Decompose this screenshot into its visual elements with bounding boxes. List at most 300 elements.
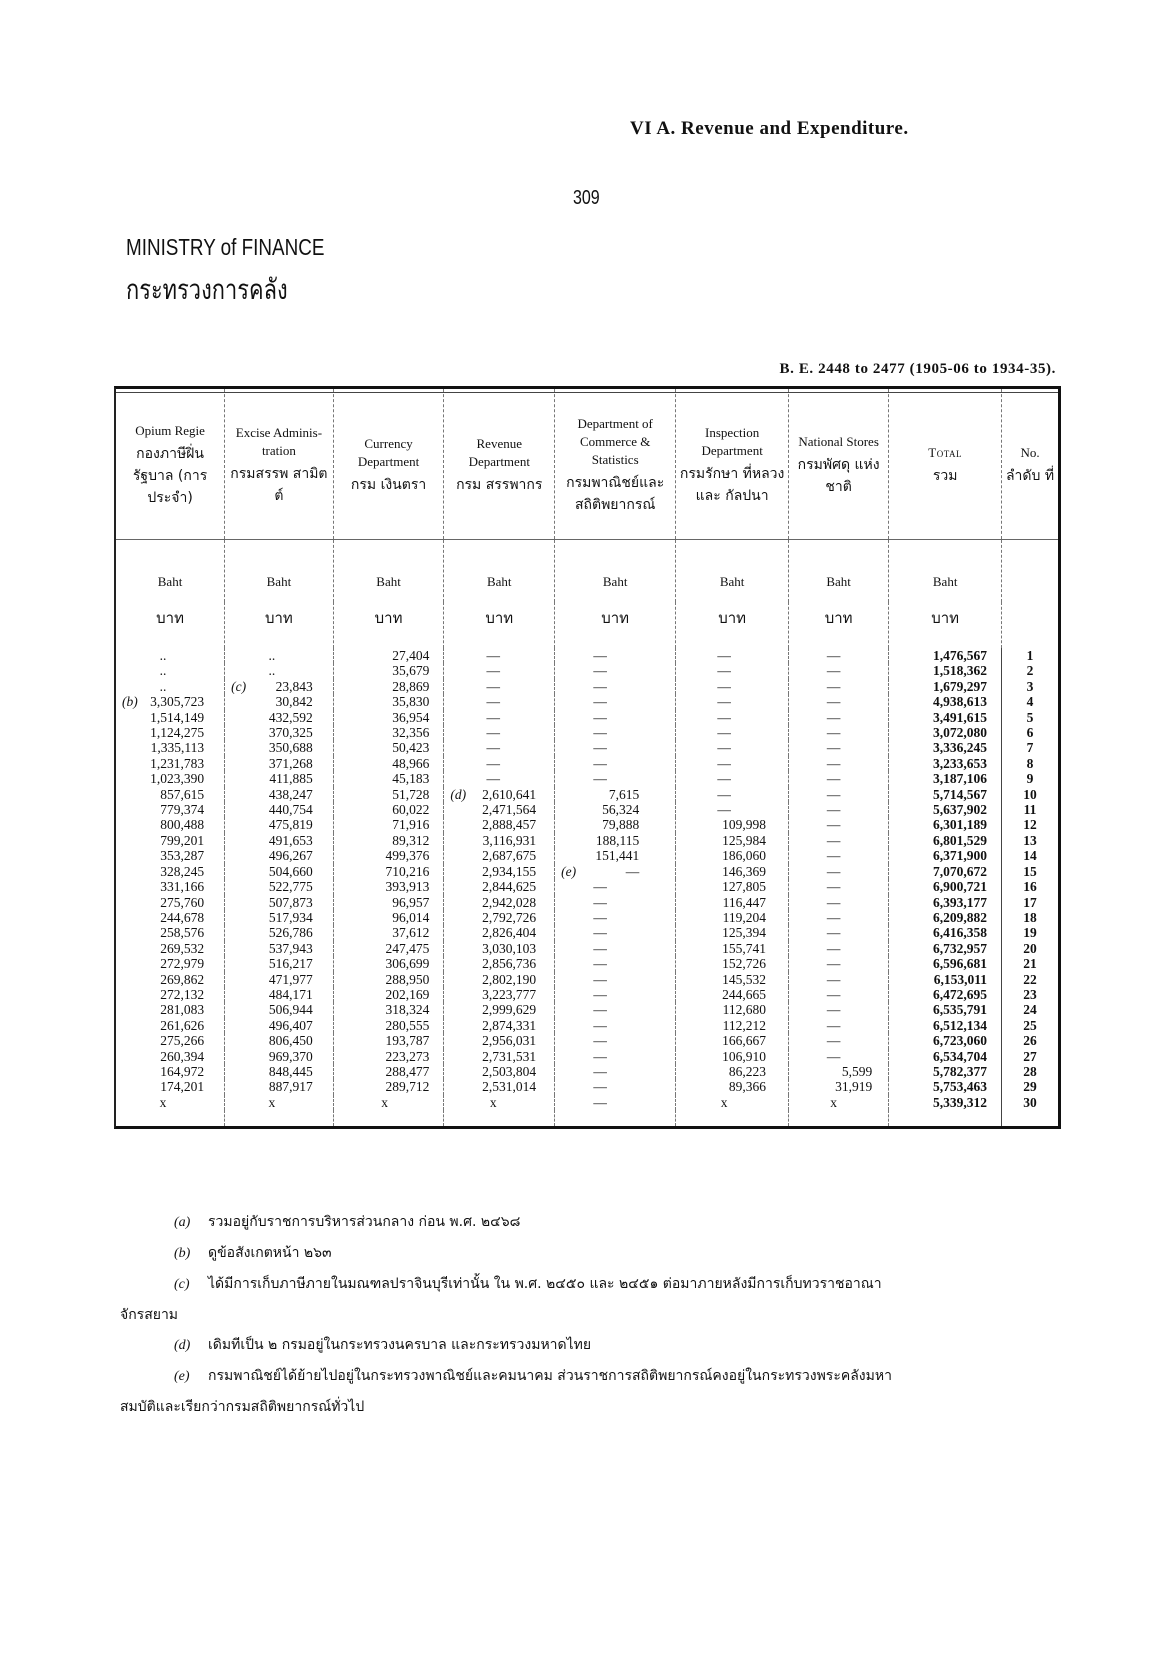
cell-value: 112,680 xyxy=(722,1002,767,1018)
cell-commerce xyxy=(555,740,676,755)
cell-value: 517,934 xyxy=(268,909,313,925)
cell-value: 2,471,564 xyxy=(482,802,537,818)
table-row xyxy=(116,694,1058,709)
table-row xyxy=(116,1049,1058,1064)
cell-revenue xyxy=(444,879,555,894)
footnote xyxy=(110,1330,1070,1361)
cell-row-number xyxy=(1002,864,1058,879)
cell-revenue xyxy=(444,1033,555,1048)
cell-value: x xyxy=(381,1094,388,1110)
table-row xyxy=(116,941,1058,956)
cell-currency xyxy=(333,1002,444,1017)
cell-excise xyxy=(225,895,334,910)
cell-value: — xyxy=(826,802,841,818)
col-header-currency xyxy=(333,389,444,540)
cell-value: — xyxy=(826,1002,841,1018)
cell-opium-regie xyxy=(116,910,225,925)
cell-revenue xyxy=(444,925,555,940)
cell-row-number xyxy=(1002,787,1058,802)
cell-value: 484,171 xyxy=(268,986,313,1002)
cell-opium-regie xyxy=(116,1095,225,1110)
cell-value: 89,366 xyxy=(728,1079,767,1095)
cell-excise xyxy=(225,787,334,802)
col-header-en: Excise Adminis- tration xyxy=(235,424,323,458)
col-header-revenue xyxy=(444,389,555,540)
cell-excise xyxy=(225,648,334,663)
cell-value: — xyxy=(717,740,731,756)
cell-commerce xyxy=(555,694,676,709)
cell-value: — xyxy=(593,1017,607,1033)
cell-opium-regie xyxy=(116,802,225,817)
cell-value: 50,423 xyxy=(392,740,430,756)
cell-value: 1,518,362 xyxy=(933,663,988,679)
cell-total xyxy=(889,663,1002,678)
cell-value: — xyxy=(486,771,500,787)
cell-inspection xyxy=(676,787,789,802)
cell-currency xyxy=(333,756,444,771)
cell-opium-regie xyxy=(116,817,225,832)
cell-value: 6,371,900 xyxy=(933,848,988,864)
cell-commerce xyxy=(555,833,676,848)
cell-opium-regie xyxy=(116,771,225,786)
cell-currency xyxy=(333,679,444,694)
cell-commerce xyxy=(555,972,676,987)
cell-opium-regie xyxy=(116,710,225,725)
cell-excise xyxy=(225,956,334,971)
cell-value: 145,532 xyxy=(722,971,767,987)
cell-value: 6,535,791 xyxy=(933,1002,988,1018)
cell-commerce xyxy=(555,864,676,879)
cell-value: 28 xyxy=(1023,1063,1037,1079)
cell-national-stores xyxy=(789,679,889,694)
ministry-title-th: กระทรวงการคลัง xyxy=(126,273,288,306)
cell-row-number xyxy=(1002,848,1058,863)
cell-value: 471,977 xyxy=(268,971,313,987)
col-header-total xyxy=(889,389,1002,540)
cell-value: 5,714,567 xyxy=(933,786,988,802)
cell-value: 3,030,103 xyxy=(482,940,537,956)
cell-value: — xyxy=(593,986,607,1002)
cell-commerce xyxy=(555,1002,676,1017)
cell-opium-regie xyxy=(116,895,225,910)
cell-currency xyxy=(333,648,444,663)
cell-value: 281,083 xyxy=(160,1002,205,1018)
cell-value: 1,514,149 xyxy=(150,709,205,725)
cell-value: 2,826,404 xyxy=(482,925,537,941)
cell-row-number xyxy=(1002,987,1058,1002)
cell-value: 411,885 xyxy=(269,771,313,787)
cell-revenue xyxy=(444,864,555,879)
footnote-text: รวมอยู่กับราชการบริหารส่วนกลาง ก่อน พ.ศ. ๒๔๖๘ xyxy=(208,1214,521,1230)
cell-value: 32,356 xyxy=(392,725,430,741)
cell-excise xyxy=(225,987,334,1002)
cell-value: 151,441 xyxy=(595,848,640,864)
cell-row-number xyxy=(1002,972,1058,987)
cell-value: 48,966 xyxy=(392,755,430,771)
cell-value: 5,339,312 xyxy=(933,1094,988,1110)
cell-national-stores xyxy=(789,648,889,663)
cell-excise xyxy=(225,817,334,832)
cell-opium-regie xyxy=(116,1079,225,1094)
cell-value: 269,862 xyxy=(160,971,205,987)
cell-value: 11 xyxy=(1023,802,1037,818)
table-row xyxy=(116,925,1058,940)
cell-value: .. xyxy=(268,648,276,663)
cell-national-stores xyxy=(789,787,889,802)
cell-value: 5,753,463 xyxy=(933,1079,988,1095)
cell-value: 5,637,902 xyxy=(933,802,988,818)
unit-label: Baht xyxy=(555,540,676,603)
cell-revenue xyxy=(444,710,555,725)
cell-commerce xyxy=(555,987,676,1002)
cell-currency xyxy=(333,663,444,678)
cell-national-stores xyxy=(789,817,889,832)
footnote-mark: (c) xyxy=(174,1277,190,1292)
cell-value: 288,950 xyxy=(385,971,430,987)
cell-excise xyxy=(225,1079,334,1094)
cell-value: 496,407 xyxy=(268,1017,313,1033)
cell-currency xyxy=(333,895,444,910)
cell-value: — xyxy=(826,879,841,895)
cell-value: — xyxy=(717,709,731,725)
cell-value: 45,183 xyxy=(392,771,430,787)
cell-value: 127,805 xyxy=(722,879,767,895)
unit-label-empty xyxy=(1002,540,1058,603)
cell-value: 188,115 xyxy=(595,832,640,848)
col-header-en: Revenue Department xyxy=(468,435,530,469)
col-header-excise xyxy=(225,389,334,540)
cell-value: 21 xyxy=(1023,956,1037,972)
cell-excise xyxy=(225,833,334,848)
cell-value: 969,370 xyxy=(268,1048,313,1064)
cell-value: 306,699 xyxy=(385,956,430,972)
cell-excise xyxy=(225,1064,334,1079)
cell-inspection xyxy=(676,1049,789,1064)
cell-value: 496,267 xyxy=(268,848,313,864)
cell-value: 5,782,377 xyxy=(933,1063,988,1079)
cell-excise xyxy=(225,725,334,740)
cell-value: 370,325 xyxy=(268,725,313,741)
cell-total xyxy=(889,679,1002,694)
cell-revenue xyxy=(444,694,555,709)
cell-value: — xyxy=(826,1033,841,1049)
cell-value: — xyxy=(593,956,607,972)
cell-value: 51,728 xyxy=(392,786,430,802)
cell-value: — xyxy=(826,663,841,679)
spacer-cell xyxy=(1002,1110,1058,1126)
cell-value: 13 xyxy=(1023,832,1037,848)
cell-excise xyxy=(225,1018,334,1033)
table-header-row xyxy=(116,389,1058,540)
cell-value: 261,626 xyxy=(160,1017,205,1033)
cell-national-stores xyxy=(789,987,889,1002)
footnote-mark: (b) xyxy=(174,1246,191,1261)
cell-value: 193,787 xyxy=(385,1033,430,1049)
footnote-text: กรมพาณิชย์ได้ย้ายไปอยู่ในกระทรวงพาณิชย์และคมนาคม ส่วนราชการสถิติพยากรณ์คงอยู่ในกระทรวงพระคลังมหา xyxy=(208,1368,892,1384)
cell-value: 166,667 xyxy=(722,1033,767,1049)
cell-national-stores xyxy=(789,941,889,956)
cell-value: 247,475 xyxy=(385,940,430,956)
spacer-cell xyxy=(676,1110,789,1126)
cell-value: — xyxy=(826,786,841,802)
cell-value: 6,801,529 xyxy=(933,832,988,848)
cell-row-number xyxy=(1002,879,1058,894)
cell-excise xyxy=(225,864,334,879)
cell-value: — xyxy=(826,863,841,879)
footnote-ref: (e) xyxy=(561,863,577,879)
cell-value: — xyxy=(593,709,607,725)
cell-inspection xyxy=(676,925,789,940)
col-header-inspection xyxy=(676,389,789,540)
cell-currency xyxy=(333,771,444,786)
cell-value: x xyxy=(720,1094,728,1110)
cell-national-stores xyxy=(789,910,889,925)
cell-row-number xyxy=(1002,740,1058,755)
cell-revenue xyxy=(444,756,555,771)
table-row xyxy=(116,725,1058,740)
cell-value: .. xyxy=(268,663,276,679)
cell-national-stores xyxy=(789,1079,889,1094)
cell-commerce xyxy=(555,787,676,802)
footnote xyxy=(110,1238,1070,1269)
cell-row-number xyxy=(1002,648,1058,663)
footnote-continuation: สมบัติและเรียกว่ากรมสถิติพยากรณ์ทั่วไป xyxy=(120,1399,365,1415)
cell-value: 2,874,331 xyxy=(482,1017,537,1033)
cell-commerce xyxy=(555,895,676,910)
unit-row-en xyxy=(116,540,1058,603)
table-row xyxy=(116,787,1058,802)
cell-value: — xyxy=(826,678,841,694)
cell-value: 3,336,245 xyxy=(933,740,988,756)
cell-national-stores xyxy=(789,771,889,786)
cell-value: 289,712 xyxy=(385,1079,430,1095)
cell-value: 499,376 xyxy=(385,848,430,864)
table-row xyxy=(116,833,1058,848)
cell-revenue xyxy=(444,956,555,971)
cell-national-stores xyxy=(789,802,889,817)
cell-total xyxy=(889,941,1002,956)
cell-value: 779,374 xyxy=(160,802,205,818)
cell-value: 202,169 xyxy=(385,986,430,1002)
cell-excise xyxy=(225,740,334,755)
cell-total xyxy=(889,725,1002,740)
cell-row-number xyxy=(1002,802,1058,817)
table-row xyxy=(116,1064,1058,1079)
cell-revenue xyxy=(444,1002,555,1017)
cell-excise xyxy=(225,879,334,894)
cell-value: — xyxy=(593,648,607,663)
cell-opium-regie xyxy=(116,663,225,678)
table-row xyxy=(116,802,1058,817)
spacer-cell xyxy=(555,1110,676,1126)
cell-value: 371,268 xyxy=(268,755,313,771)
cell-value: 7,070,672 xyxy=(933,863,988,879)
cell-value: 26 xyxy=(1023,1033,1037,1049)
unit-label-th: บาท xyxy=(676,602,789,648)
cell-value: — xyxy=(826,956,841,972)
cell-value: 432,592 xyxy=(268,709,313,725)
table-row xyxy=(116,972,1058,987)
cell-inspection xyxy=(676,1079,789,1094)
col-header-national-stores xyxy=(789,389,889,540)
cell-value: 7,615 xyxy=(608,786,640,802)
cell-national-stores xyxy=(789,710,889,725)
cell-value: — xyxy=(717,755,731,771)
table-row xyxy=(116,1095,1058,1110)
footnote-continuation: จักรสยาม xyxy=(120,1307,179,1323)
cell-value: 125,394 xyxy=(722,925,767,941)
cell-value: 2,934,155 xyxy=(482,863,537,879)
cell-national-stores xyxy=(789,895,889,910)
cell-value: 6,723,060 xyxy=(933,1033,988,1049)
cell-inspection xyxy=(676,725,789,740)
cell-value: — xyxy=(826,725,841,741)
cell-value: 1,335,113 xyxy=(150,740,205,756)
cell-value: — xyxy=(826,648,841,663)
col-header-number xyxy=(1002,389,1058,540)
cell-value: 12 xyxy=(1023,817,1037,833)
unit-row-th xyxy=(116,602,1058,648)
cell-row-number xyxy=(1002,817,1058,832)
cell-value: 89,312 xyxy=(392,832,430,848)
cell-value: — xyxy=(486,725,500,741)
cell-value: 27 xyxy=(1023,1048,1037,1064)
cell-currency xyxy=(333,1033,444,1048)
cell-value: 6,416,358 xyxy=(933,925,988,941)
col-header-th: กองภาษีฝิ่น รัฐบาล (การประจำ) xyxy=(132,445,208,506)
cell-national-stores xyxy=(789,663,889,678)
cell-value: 6 xyxy=(1026,725,1034,741)
cell-commerce xyxy=(555,648,676,663)
cell-value: 3,223,777 xyxy=(482,986,537,1002)
cell-value: 2,610,641 xyxy=(482,786,537,802)
cell-value: 6,472,695 xyxy=(933,986,988,1002)
cell-value: 2,802,190 xyxy=(482,971,537,987)
cell-currency xyxy=(333,833,444,848)
cell-total xyxy=(889,1018,1002,1033)
cell-value: — xyxy=(593,694,607,710)
cell-row-number xyxy=(1002,725,1058,740)
col-header-en: Department of Commerce & Statistics xyxy=(577,415,653,467)
cell-value: — xyxy=(593,725,607,741)
cell-total xyxy=(889,910,1002,925)
cell-inspection xyxy=(676,710,789,725)
cell-value: 800,488 xyxy=(160,817,205,833)
cell-value: — xyxy=(593,971,607,987)
cell-excise xyxy=(225,1049,334,1064)
cell-value: — xyxy=(717,663,731,679)
cell-revenue xyxy=(444,987,555,1002)
cell-value: 2,999,629 xyxy=(482,1002,537,1018)
cell-commerce xyxy=(555,910,676,925)
cell-commerce xyxy=(555,1064,676,1079)
table-row xyxy=(116,956,1058,971)
table-row xyxy=(116,756,1058,771)
cell-opium-regie xyxy=(116,864,225,879)
footnote-mark: (e) xyxy=(174,1369,190,1384)
cell-inspection xyxy=(676,679,789,694)
cell-revenue xyxy=(444,941,555,956)
cell-value: — xyxy=(717,802,731,818)
cell-value: 71,916 xyxy=(392,817,430,833)
cell-value: 112,212 xyxy=(722,1017,767,1033)
footnote-text: ดูข้อสังเกตหน้า ๒๖๓ xyxy=(208,1245,332,1261)
col-header-commerce xyxy=(555,389,676,540)
cell-value: 9 xyxy=(1026,771,1034,787)
cell-value: 6,732,957 xyxy=(933,940,988,956)
cell-row-number xyxy=(1002,910,1058,925)
cell-value: 318,324 xyxy=(385,1002,430,1018)
cell-value: 6,153,011 xyxy=(933,971,988,987)
cell-revenue xyxy=(444,910,555,925)
cell-value: 31,919 xyxy=(835,1079,873,1095)
cell-value: 119,204 xyxy=(722,909,767,925)
cell-commerce xyxy=(555,956,676,971)
unit-label: Baht xyxy=(333,540,444,603)
cell-value: 96,957 xyxy=(392,894,430,910)
footnote xyxy=(110,1207,1070,1238)
footnotes xyxy=(110,1207,1070,1422)
cell-row-number xyxy=(1002,771,1058,786)
cell-value: 887,917 xyxy=(268,1079,313,1095)
cell-currency xyxy=(333,987,444,1002)
cell-inspection xyxy=(676,833,789,848)
cell-value: 526,786 xyxy=(268,925,313,941)
cell-value: x xyxy=(830,1094,838,1110)
cell-national-stores xyxy=(789,1018,889,1033)
cell-value: .. xyxy=(159,678,167,694)
cell-value: 2,942,028 xyxy=(482,894,537,910)
cell-national-stores xyxy=(789,756,889,771)
cell-currency xyxy=(333,1095,444,1110)
cell-currency xyxy=(333,725,444,740)
cell-commerce xyxy=(555,725,676,740)
cell-value: — xyxy=(593,1048,607,1064)
cell-revenue xyxy=(444,648,555,663)
cell-value: 3,491,615 xyxy=(933,709,988,725)
cell-total xyxy=(889,740,1002,755)
revenue-table xyxy=(116,389,1058,1126)
cell-value: 56,324 xyxy=(602,802,640,818)
cell-currency xyxy=(333,1079,444,1094)
cell-total xyxy=(889,864,1002,879)
cell-excise xyxy=(225,1002,334,1017)
cell-opium-regie xyxy=(116,987,225,1002)
cell-value: — xyxy=(486,694,500,710)
cell-revenue xyxy=(444,1049,555,1064)
table-row xyxy=(116,1002,1058,1017)
cell-value: 516,217 xyxy=(268,956,313,972)
cell-value: — xyxy=(593,1033,607,1049)
cell-inspection xyxy=(676,771,789,786)
cell-currency xyxy=(333,802,444,817)
cell-value: — xyxy=(826,925,841,941)
cell-value: 6,209,882 xyxy=(933,909,988,925)
cell-value: 186,060 xyxy=(722,848,767,864)
cell-revenue xyxy=(444,817,555,832)
cell-value: 17 xyxy=(1023,894,1037,910)
table-row xyxy=(116,1033,1058,1048)
cell-value: — xyxy=(826,894,841,910)
cell-total xyxy=(889,1064,1002,1079)
cell-currency xyxy=(333,925,444,940)
unit-label-th: บาท xyxy=(789,602,889,648)
cell-revenue xyxy=(444,663,555,678)
footnote-text: เดิมทีเป็น ๒ กรมอยู่ในกระทรวงนครบาล และกระทรวงมหาดไทย xyxy=(208,1337,592,1353)
cell-value: — xyxy=(826,740,841,756)
cell-value: 275,266 xyxy=(160,1033,205,1049)
cell-value: x xyxy=(159,1094,167,1110)
